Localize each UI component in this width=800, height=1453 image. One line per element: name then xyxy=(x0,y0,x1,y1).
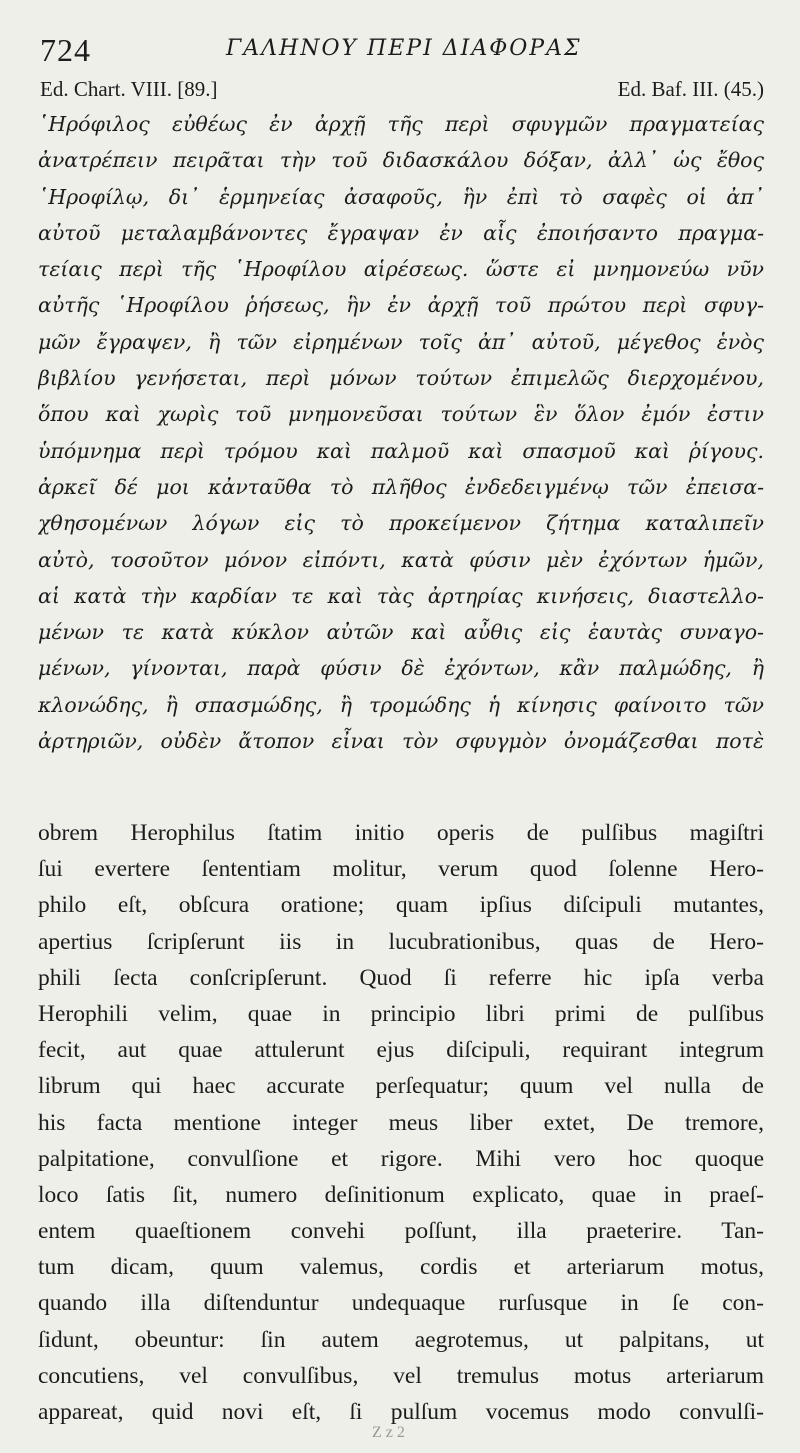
latin-line: phili ſecta conſcripſerunt. Quod ſi referre hic ipſa verba xyxy=(38,964,764,991)
greek-line: μένων τε κατὰ κύκλον αὐτῶν καὶ αὖθις εἰς ἑαυτὰς συναγο- xyxy=(38,620,764,645)
latin-line: entem quaeſtionem convehi poſſunt, illa praeterire. Tan- xyxy=(38,1218,764,1245)
greek-line: αὐτοῦ μεταλαμβάνοντες ἔγραψαν ἐν αἷς ἐποιήσαντο πραγμα- xyxy=(38,220,764,245)
latin-line: quando illa diſtenduntur undequaque rurſusque in ſe con- xyxy=(38,1290,764,1317)
greek-line: ἀρκεῖ δέ μοι κἀνταῦθα τὸ πλῆθος ἐνδεδειγμένῳ τῶν ἐπεισα- xyxy=(38,474,764,499)
greek-line: τείαις περὶ τῆς ῾Ηροφίλου αἱρέσεως. ὥστε εἰ μνημονεύω νῦν xyxy=(38,257,764,282)
latin-line: philo eſt, obſcura oratione; quam ipſius diſcipuli mutantes, xyxy=(38,892,764,919)
greek-line: μῶν ἔγραψεν, ἢ τῶν εἰρημένων τοῖς ἀπ᾽ αὐτοῦ, μέγεθος ἑνὸς xyxy=(38,329,764,354)
page-header xyxy=(36,22,764,72)
latin-line: obrem Herophilus ſtatim initio operis de pulſibus magiſtri xyxy=(38,820,764,846)
greek-line: βιβλίου γενήσεται, περὶ μόνων τούτων ἐπιμελῶς διερχομένου, xyxy=(38,366,764,391)
greek-line: ὑπόμνημα περὶ τρόμου καὶ παλμοῦ καὶ σπασμοῦ καὶ ῥίγους. xyxy=(38,438,764,463)
greek-line: ῾Ηροφίλῳ, δι᾽ ἑρμηνείας ἀσαφοῦς, ἣν ἐπὶ τὸ σαφὲς οἱ ἀπ᾽ xyxy=(38,184,764,209)
greek-line: χθησομένων λόγων εἰς τὸ προκείμενον ζήτημα καταλιπεῖν xyxy=(38,511,764,536)
running-title: ΓΑΛΗΝΟΥ ΠΕΡΙ ΔΙΑΦΟΡΑΣ xyxy=(226,36,582,61)
latin-line: librum qui haec accurate perſequatur; quum vel nulla de xyxy=(38,1073,764,1100)
latin-line: fecit, aut quae attulerunt ejus diſcipuli, requirant integrum xyxy=(38,1037,764,1064)
latin-line: his facta mentione integer meus liber extet, De tremore, xyxy=(38,1109,764,1136)
edition-reference-basel: Ed. Baf. III. (45.) xyxy=(617,77,764,101)
greek-line: ἀρτηριῶν, οὐδὲν ἄτοπον εἶναι τὸν σφυγμὸν ὀνομάζεσθαι ποτὲ xyxy=(38,729,764,754)
signature-mark: Z z 2 xyxy=(372,1424,405,1441)
greek-line: ῾Ηρόφιλος εὐθέως ἐν ἀρχῇ τῆς περὶ σφυγμῶν πραγματείας xyxy=(38,112,764,136)
latin-line: ſui evertere ſententiam molitur, verum quod ſolenne Hero- xyxy=(38,856,764,883)
latin-line: apertius ſcripſerunt iis in lucubrationibus, quas de Hero- xyxy=(38,928,764,955)
latin-line: palpitatione, convulſione et rigore. Mihi vero hoc quoque xyxy=(38,1145,764,1172)
greek-line: αὐτὸ, τοσοῦτον μόνον εἰπόντι, κατὰ φύσιν μὲν ἐχόντων ἡμῶν, xyxy=(38,547,764,572)
latin-line: tum dicam, quum valemus, cordis et arteriarum motus, xyxy=(38,1254,764,1281)
greek-line: ὅπου καὶ χωρὶς τοῦ μνημονεῦσαι τούτων ἓν ὅλον ἐμόν ἐστιν xyxy=(38,402,764,427)
edition-reference-chartier: Ed. Chart. VIII. [89.] xyxy=(40,77,218,101)
latin-line: loco ſatis ſit, numero deſinitionum explicato, quae in praeſ- xyxy=(38,1181,764,1208)
latin-line: Herophili velim, quae in principio libri primi de pulſibus xyxy=(38,1000,764,1027)
latin-line: ſidunt, obeuntur: ſin autem aegrotemus, ut palpitans, ut xyxy=(38,1326,764,1353)
greek-line: ἀνατρέπειν πειρᾶται τὴν τοῦ διδασκάλου δόξαν, ἀλλ᾽ ὡς ἔθος xyxy=(38,148,764,173)
latin-line: concutiens, vel convulſibus, vel tremulus motus arteriarum xyxy=(38,1362,764,1389)
page-number: 724 xyxy=(40,32,91,68)
greek-line: αὐτῆς ῾Ηροφίλου ῥήσεως, ἣν ἐν ἀρχῇ τοῦ πρώτου περὶ σφυγ- xyxy=(38,293,764,318)
greek-line: μένων, γίνονται, παρὰ φύσιν δὲ ἐχόντων, κἂν παλμώδης, ἢ xyxy=(38,656,764,681)
greek-line: κλονώδης, ἢ σπασμώδης, ἢ τρομώδης ἡ κίνησις φαίνοιτο τῶν xyxy=(38,692,764,717)
latin-text-block xyxy=(38,815,764,1430)
greek-line: αἱ κατὰ τὴν καρδίαν τε καὶ τὰς ἀρτηρίας κινήσεις, διαστελλο- xyxy=(38,583,764,608)
greek-text-block xyxy=(38,106,764,759)
latin-line: appareat, quid novi eſt, ſi pulſum vocemus modo convulſi- xyxy=(38,1399,764,1425)
